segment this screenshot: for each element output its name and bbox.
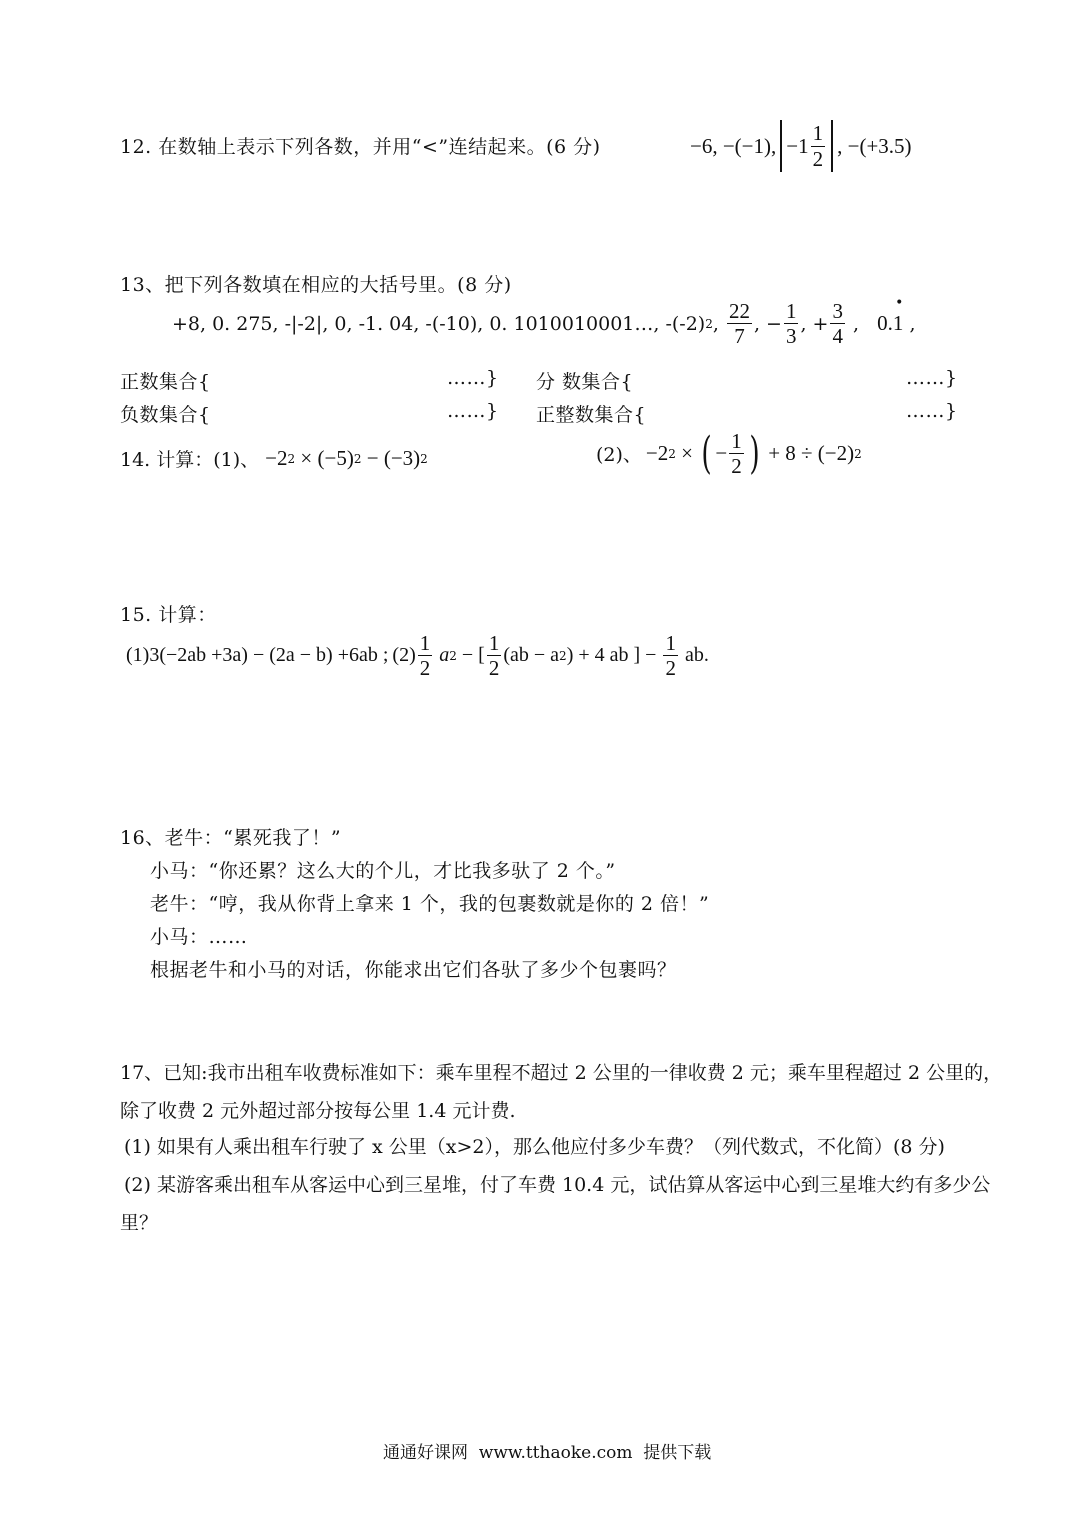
q13-frac-3-4 — [830, 300, 845, 347]
q15-frac-a-den: 2 — [419, 656, 431, 681]
q13-frac3-num: 3 — [832, 299, 843, 323]
q15-frac-c-den: 2 — [665, 656, 676, 681]
q17-line5: 里？ — [120, 1212, 159, 1234]
q14-p1-a-sup: 2 — [287, 451, 296, 466]
q13-sep2: , − — [753, 312, 782, 335]
q15-expression — [126, 632, 709, 679]
q17-line2: 除了收费 2 元外超过部分按每公里 1.4 元计费. — [120, 1100, 516, 1122]
q17-line1: 17、已知:我市出租车收费标准如下：乘车里程不超过 2 公里的一律收费 2 元；乘车里程超过 2 公里的， — [120, 1062, 1003, 1084]
q14-p1-c: − (−3) — [361, 446, 421, 470]
q13-frac1-num: 22 — [728, 299, 750, 323]
negative-set-end: ……} — [447, 400, 499, 422]
q14-p2-a: −2 — [645, 441, 669, 466]
q15-mid: − [ — [456, 644, 485, 667]
q15-mid3: ) + 4 ab ] − — [566, 644, 662, 667]
q15-frac-a-num: 1 — [419, 631, 431, 655]
q16-line4: 小马：…… — [150, 926, 248, 948]
q15-a2-sup: 2 — [449, 648, 457, 663]
q13-repeating-decimal — [877, 295, 904, 336]
q14-p2-open-paren: ( — [701, 427, 712, 479]
q15-frac-c-num: 1 — [665, 631, 676, 655]
q13-text: 13、把下列各数填在相应的大括号里。(8 分) — [120, 274, 512, 296]
positive-set-end: ……} — [447, 367, 499, 389]
repeat-dot-icon: • — [895, 295, 904, 312]
q12-expr-a: −6, −(−1), — [690, 133, 777, 158]
q13-sep4: , — [846, 312, 878, 335]
q15-frac-c — [663, 632, 678, 679]
q14-p2-a-sup: 2 — [668, 446, 676, 461]
positive-set-label: 正数集合{ — [120, 371, 211, 393]
q15-mid2: (ab − a — [503, 644, 560, 667]
abs-bar-left — [780, 120, 782, 172]
q15-p1: (1)3(−2ab +3a) − (2a − b) +6ab ; — [126, 644, 389, 667]
q15-a2: a — [434, 644, 450, 667]
q14-p1-b: × (−5) — [295, 446, 354, 470]
q16-line5: 根据老牛和小马的对话，你能求出它们各驮了多少个包裹吗？ — [150, 959, 677, 981]
q14-p2-fraction — [729, 430, 744, 477]
q14-p2-den: 2 — [731, 454, 742, 479]
q12-expr-b: , −(+3.5) — [837, 133, 912, 158]
q14-p1-a: −2 — [265, 446, 288, 470]
q14-p2-minus: − — [715, 441, 728, 466]
q14-p2-close-paren: ) — [749, 427, 760, 479]
q14-part2 — [596, 427, 862, 479]
fraction-set-label: 分 数集合{ — [536, 371, 634, 393]
q13-frac-1-3 — [784, 300, 799, 347]
q15-title: 15. 计算： — [120, 604, 217, 626]
q15-end: ab. — [679, 644, 709, 667]
fraction-set-end: ……} — [906, 367, 958, 389]
q13-frac1-den: 7 — [734, 324, 745, 349]
q13-frac3-den: 4 — [832, 324, 843, 349]
q13-frac2-num: 1 — [785, 299, 797, 323]
q12-fraction — [811, 122, 826, 169]
q17-line4: (2) 某游客乘出租车从客运中心到三星堆，付了车费 10.4 元，试估算从客运中心到三星堆大约有多少公 — [124, 1174, 991, 1196]
footer-text: 通通好课网 www.tthaoke.com 提供下载 — [383, 1443, 712, 1463]
q14-p2-b-sup: 2 — [854, 446, 862, 461]
q14-part1 — [120, 445, 428, 472]
q13-frac2-den: 3 — [785, 324, 797, 349]
q15-frac-b-den: 2 — [488, 656, 500, 681]
q15-frac-b — [487, 632, 502, 679]
posint-set-end: ……} — [906, 400, 958, 422]
q15-mid2-sup: 2 — [559, 648, 567, 663]
negative-set-label: 负数集合{ — [120, 404, 211, 426]
q12-fraction-den: 2 — [812, 146, 824, 171]
q12-fraction-num: 1 — [812, 121, 824, 146]
q12-mixed-whole: −1 — [786, 133, 809, 158]
q12-text: 12. 在数轴上表示下列各数，并用“<”连结起来。(6 分) — [120, 136, 601, 158]
q13-numbers — [172, 295, 916, 349]
q15-p2-label: (2) — [392, 644, 416, 667]
q17-line3: (1) 如果有人乘出租车行驶了 x 公里（x>2），那么他应付多少车费？（列代数式，不化简）(8 分) — [124, 1136, 945, 1158]
q13-tail: , — [903, 312, 916, 335]
q14-p2-label: (2)、 — [596, 444, 642, 467]
q15-frac-a — [418, 632, 433, 679]
q14-p2-b: + 8 ÷ (−2) — [762, 441, 855, 466]
q14-p2-num: 1 — [731, 429, 742, 453]
q13-frac-22-7 — [727, 300, 752, 347]
q13-repeating-value: 0.1 — [877, 311, 904, 336]
q14-title: 14. 计算：(1)、 — [120, 449, 260, 471]
q15-frac-b-num: 1 — [488, 631, 500, 655]
q16-line3: 老牛：“哼，我从你背上拿来 1 个，我的包裹数就是你的 2 倍！” — [150, 893, 710, 915]
q13-sep1: , — [712, 312, 725, 335]
abs-bar-right — [831, 120, 833, 172]
q14-p1-c-sup: 2 — [420, 451, 428, 466]
q13-sep3: , + — [800, 312, 829, 335]
q12-expression — [690, 120, 912, 172]
q14-p1-b-sup: 2 — [353, 451, 362, 466]
q16-line1: 16、老牛：“累死我了！” — [120, 827, 342, 849]
q16-line2: 小马：“你还累？这么大的个儿，才比我多驮了 2 个。” — [150, 860, 616, 882]
q13-numbers-sup: 2 — [705, 316, 713, 331]
posint-set-label: 正整数集合{ — [536, 404, 647, 426]
q14-p2-times: × — [675, 441, 699, 466]
q13-numbers-a: +8, 0. 275, -|-2|, 0, -1. 04, -(-10), 0. 1010010001…, -(-2) — [172, 312, 706, 335]
